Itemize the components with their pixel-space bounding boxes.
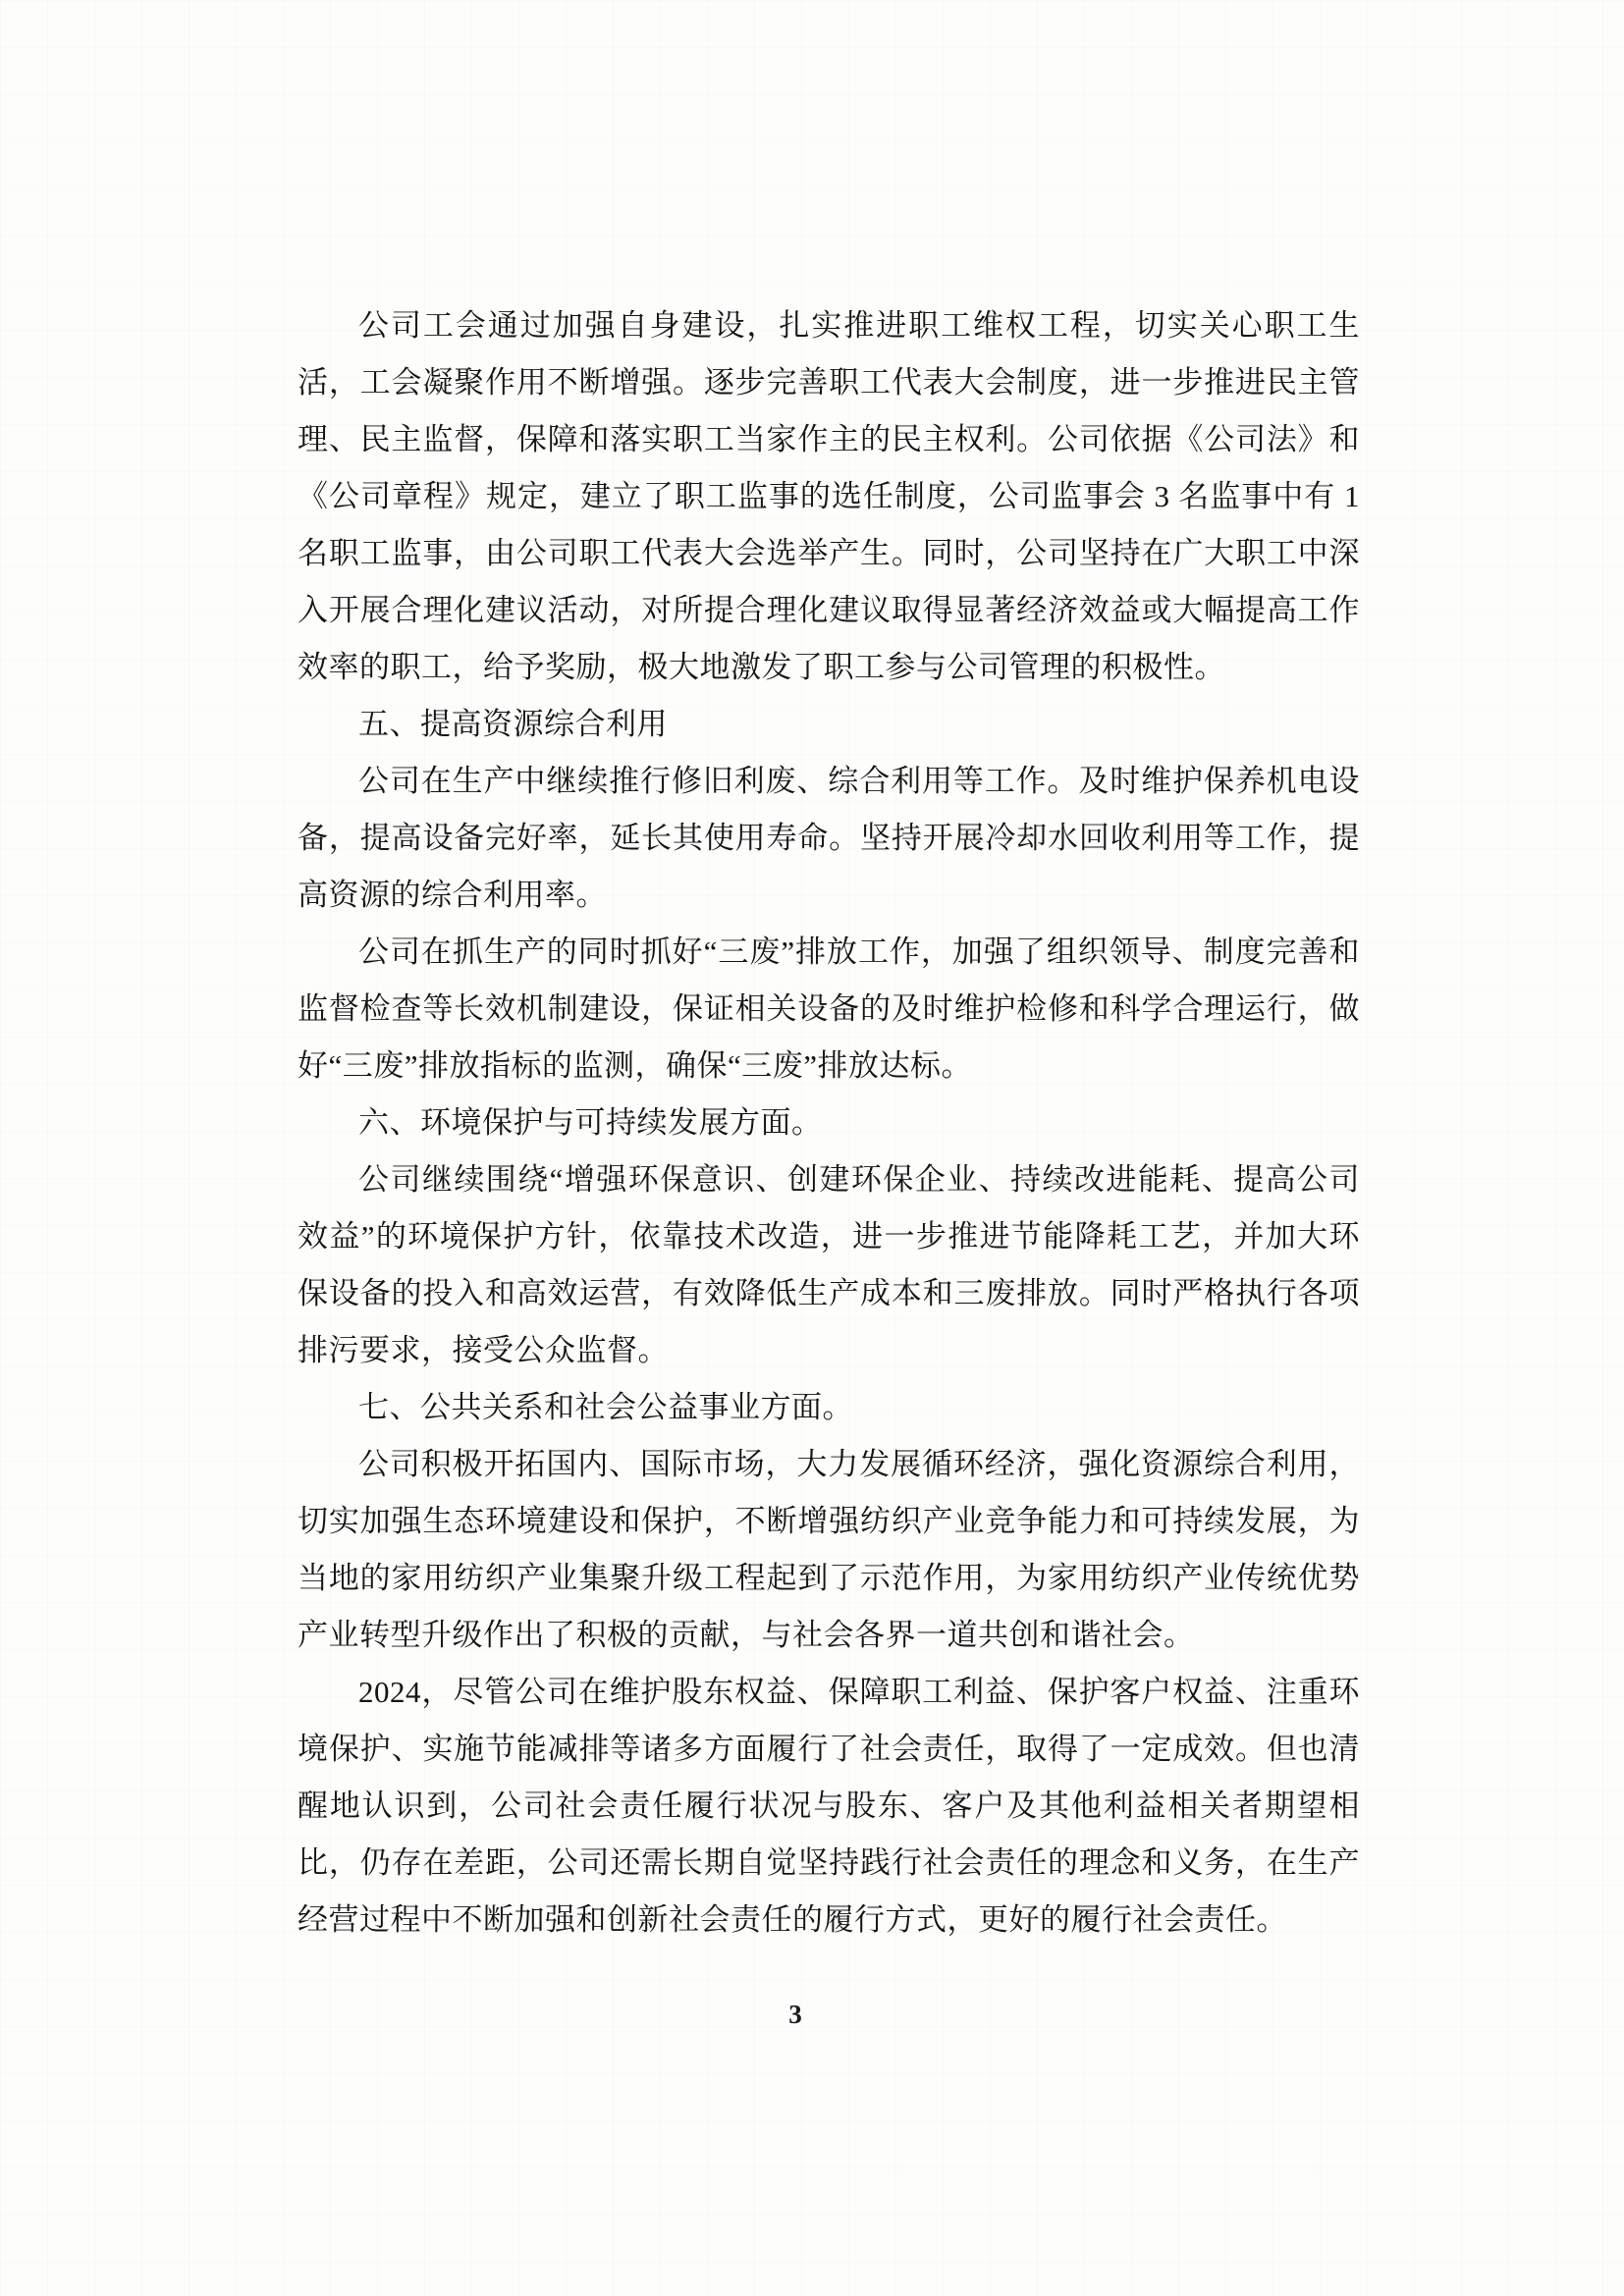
paragraph-2024-summary: 2024，尽管公司在维护股东权益、保障职工利益、保护客户权益、注重环境保护、实施节能减排等诸多方面履行了社会责任，取得了一定成效。但也清醒地认识到，公司社会责任履行状况与股东、客户及其他利益相关者期望相比，仍存在差距，公司还需长期自觉坚持践行社会责任的理念和义务，在生产经营过程中不断加强和创新社会责任的履行方式，更好的履行社会责任。 — [298, 1675, 1360, 1937]
paragraph-resource-recycling: 公司在生产中继续推行修旧利废、综合利用等工作。及时维护保养机电设备，提高设备完好率，延长其使用寿命。坚持开展冷却水回收利用等工作，提高资源的综合利用率。 — [298, 764, 1360, 912]
paragraph-union-building: 公司工会通过加强自身建设，扎实推进职工维权工程，切实关心职工生活，工会凝聚作用不断增强。逐步完善职工代表大会制度，进一步推进民主管理、民主监督，保障和落实职工当家作主的民主权利。公司依据《公司法》和《公司章程》规定，建立了职工监事的选任制度，公司监事会 3 名监事中有 1 名职工监事，由公司职工代表大会选举产生。同时，公司坚持在广大职工中深入开展合理化建议活动，对所提合理化建议取得显著经济效益或大幅提高工作效率的职工，给予奖励，极大地激发了职工参与公司管理的积极性。 — [298, 308, 1360, 684]
section-heading-5-resource-utilization: 五、提高资源综合利用 — [358, 707, 668, 741]
paragraph-market-expansion: 公司积极开拓国内、国际市场，大力发展循环经济，强化资源综合利用，切实加强生态环境建设和保护，不断增强纺织产业竞争能力和可持续发展，为当地的家用纺织产业集聚升级工程起到了示范作用，为家用纺织产业传统优势产业转型升级作出了积极的贡献，与社会各界一道共创和谐社会。 — [298, 1447, 1360, 1652]
section-heading-7-public-relations: 七、公共关系和社会公益事业方面。 — [358, 1390, 853, 1424]
document-body — [298, 297, 1360, 1949]
paragraph-environmental-policy: 公司继续围绕“增强环保意识、创建环保企业、持续改进能耗、提高公司效益”的环境保护方针，依靠技术改造，进一步推进节能降耗工艺，并加大环保设备的投入和高效运营，有效降低生产成本和三废排放。同时严格执行各项排污要求，接受公众监督。 — [298, 1162, 1360, 1367]
page-number: 3 — [788, 2000, 802, 2029]
section-heading-6-environment-sustainability: 六、环境保护与可持续发展方面。 — [358, 1105, 823, 1140]
paragraph-three-wastes-emission: 公司在抓生产的同时抓好“三废”排放工作，加强了组织领导、制度完善和监督检查等长效机制建设，保证相关设备的及时维护检修和科学合理运行，做好“三废”排放指标的监测，确保“三废”排放达标。 — [298, 934, 1360, 1083]
